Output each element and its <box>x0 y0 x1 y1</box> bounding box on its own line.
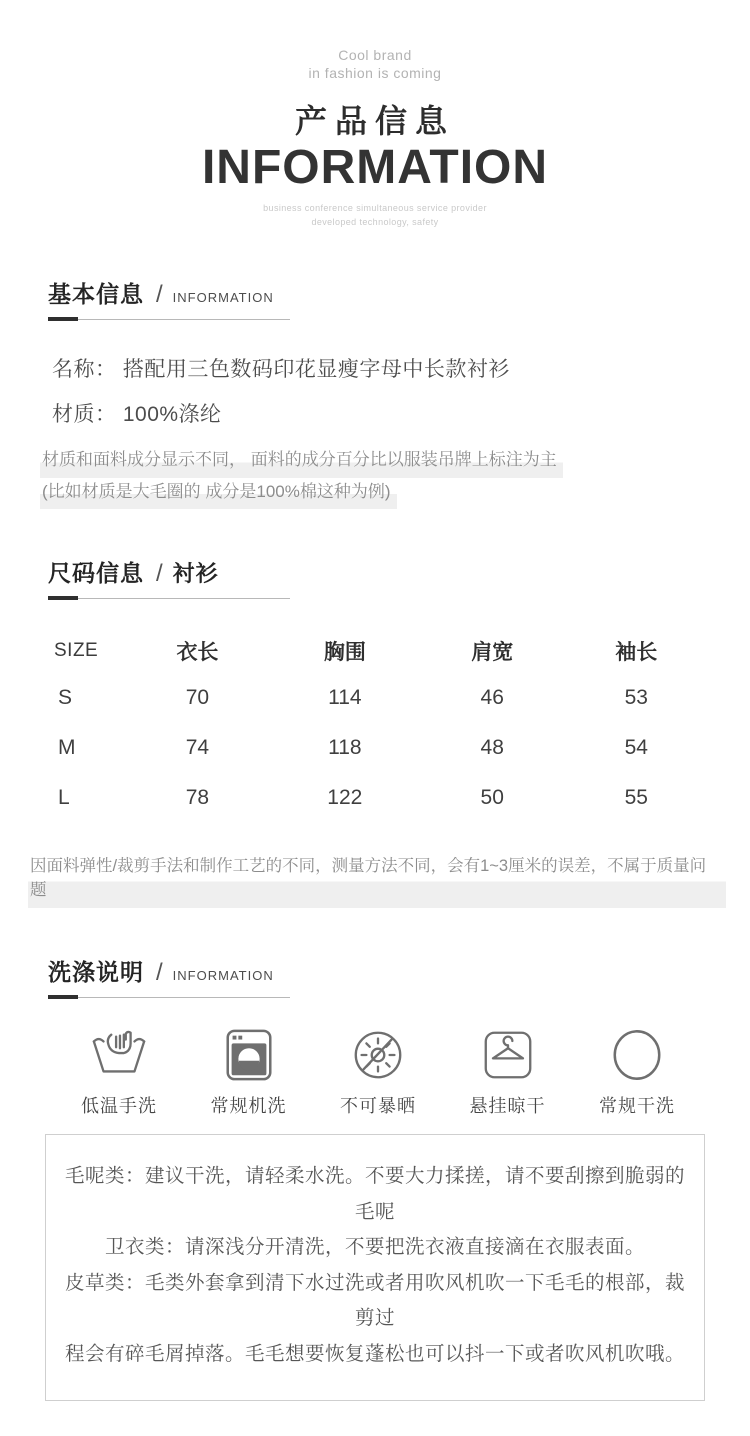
col-header-shoulder: 肩宽 <box>471 641 514 665</box>
care-label: 低温手洗 <box>81 1096 157 1117</box>
table-cell: 48 <box>480 736 504 760</box>
size-info-heading <box>48 555 750 588</box>
page-title-en: INFORMATION <box>201 141 549 195</box>
material-note-line1: 材质和面料成分显示不同， 面料的成分百分比以服装吊牌上标注为主 <box>40 446 563 478</box>
table-cell: 78 <box>185 786 210 810</box>
page-title-cn: 产品信息 <box>294 103 455 140</box>
table-cell: 46 <box>480 686 504 710</box>
section-subtitle: INFORMATION <box>172 968 274 984</box>
size-table-header-row <box>40 629 710 673</box>
section-subtitle: 衬衫 <box>172 561 219 587</box>
washing-notes-box <box>45 1134 705 1401</box>
size-info-section <box>0 555 750 908</box>
care-icons-row <box>58 1026 698 1118</box>
brand-tagline-line2: in fashion is coming <box>308 65 442 82</box>
care-item-machine-wash <box>188 1026 310 1118</box>
hero-caption-line2: developed technology, safety <box>311 217 439 228</box>
hand-wash-icon <box>58 1026 180 1084</box>
col-header-size: SIZE <box>54 640 99 662</box>
brand-tagline-line1: Cool brand <box>338 47 412 63</box>
washing-note-line: 毛呢类：建议干洗，请轻柔水洗。不要大力揉搓，请不要刮擦到脆弱的毛呢 <box>64 1165 685 1223</box>
col-header-bust: 胸围 <box>323 641 366 665</box>
heading-underline-tick <box>48 995 78 999</box>
care-item-hand-wash <box>58 1026 180 1118</box>
heading-underline-tick <box>48 596 78 600</box>
product-material-line: 材质： 100%涤纶 <box>52 403 222 427</box>
table-cell: M <box>58 736 76 760</box>
table-cell: S <box>58 686 73 710</box>
section-title: 尺码信息 <box>48 560 144 587</box>
hero-caption-line1: business conference simultaneous service provider <box>263 203 487 214</box>
col-header-length: 衣长 <box>176 641 219 665</box>
care-item-dry-clean <box>576 1026 698 1118</box>
hero-caption <box>0 202 750 230</box>
machine-wash-icon <box>188 1026 310 1084</box>
care-label: 常规机洗 <box>210 1096 287 1117</box>
care-label: 不可暴晒 <box>340 1096 416 1117</box>
table-row-l <box>40 773 710 823</box>
basic-info-section <box>0 276 750 509</box>
dry-clean-icon <box>576 1026 698 1084</box>
care-item-no-sun <box>317 1026 439 1118</box>
no-sun-icon <box>317 1026 439 1084</box>
table-cell: 70 <box>185 686 210 710</box>
table-cell: 53 <box>624 686 648 710</box>
washing-section <box>0 954 750 1401</box>
washing-note-line: 卫衣类：请深浅分开清洗，不要把洗衣液直接滴在衣服表面。 <box>104 1236 645 1259</box>
slash-divider: / <box>156 560 163 588</box>
material-notes <box>40 446 750 509</box>
washing-note-line: 程会有碎毛屑掉落。毛毛想要恢复蓬松也可以抖一下或者吹风机吹哦。 <box>64 1342 685 1365</box>
hero-section <box>0 0 750 230</box>
table-cell: 54 <box>624 736 648 760</box>
heading-underline-tick <box>48 317 78 321</box>
heading-underline <box>48 319 290 320</box>
table-row-s <box>40 673 710 723</box>
table-cell: 114 <box>328 686 362 710</box>
washing-heading <box>48 954 750 987</box>
washing-note-line: 皮草类：毛类外套拿到清下水过洗或者用吹风机吹一下毛毛的根部，裁剪过 <box>64 1271 685 1330</box>
table-cell: 122 <box>327 786 363 810</box>
size-table <box>40 629 710 823</box>
size-table-body <box>40 673 710 823</box>
heading-underline <box>48 598 290 599</box>
size-disclaimer-text: 因面料弹性/裁剪手法和制作工艺的不同，测量方法不同，会有1~3厘米的误差，不属于质量问题 <box>28 853 726 908</box>
slash-divider: / <box>156 959 163 987</box>
table-cell: L <box>58 786 70 810</box>
material-note-line2: (比如材质是大毛圈的 成分是100%棉这种为例) <box>40 478 397 510</box>
col-header-sleeve: 袖长 <box>615 641 658 665</box>
slash-divider: / <box>156 281 163 309</box>
care-label: 悬挂晾干 <box>469 1096 546 1117</box>
section-title: 洗涤说明 <box>48 959 144 986</box>
basic-info-heading <box>48 276 750 309</box>
care-label: 常规干洗 <box>599 1096 675 1117</box>
size-disclaimer <box>28 853 726 908</box>
table-cell: 50 <box>480 786 504 810</box>
section-subtitle: INFORMATION <box>172 290 274 306</box>
basic-info-lines <box>52 356 750 429</box>
table-cell: 118 <box>328 736 362 760</box>
care-item-hang-dry <box>447 1026 569 1118</box>
product-name-line: 名称： 搭配用三色数码印花显瘦字母中长款衬衫 <box>52 358 510 382</box>
table-cell: 55 <box>624 786 648 810</box>
hang-dry-icon <box>447 1026 569 1084</box>
section-title: 基本信息 <box>48 281 144 308</box>
heading-underline <box>48 997 290 998</box>
table-row-m <box>40 723 710 773</box>
table-cell: 74 <box>185 736 210 760</box>
